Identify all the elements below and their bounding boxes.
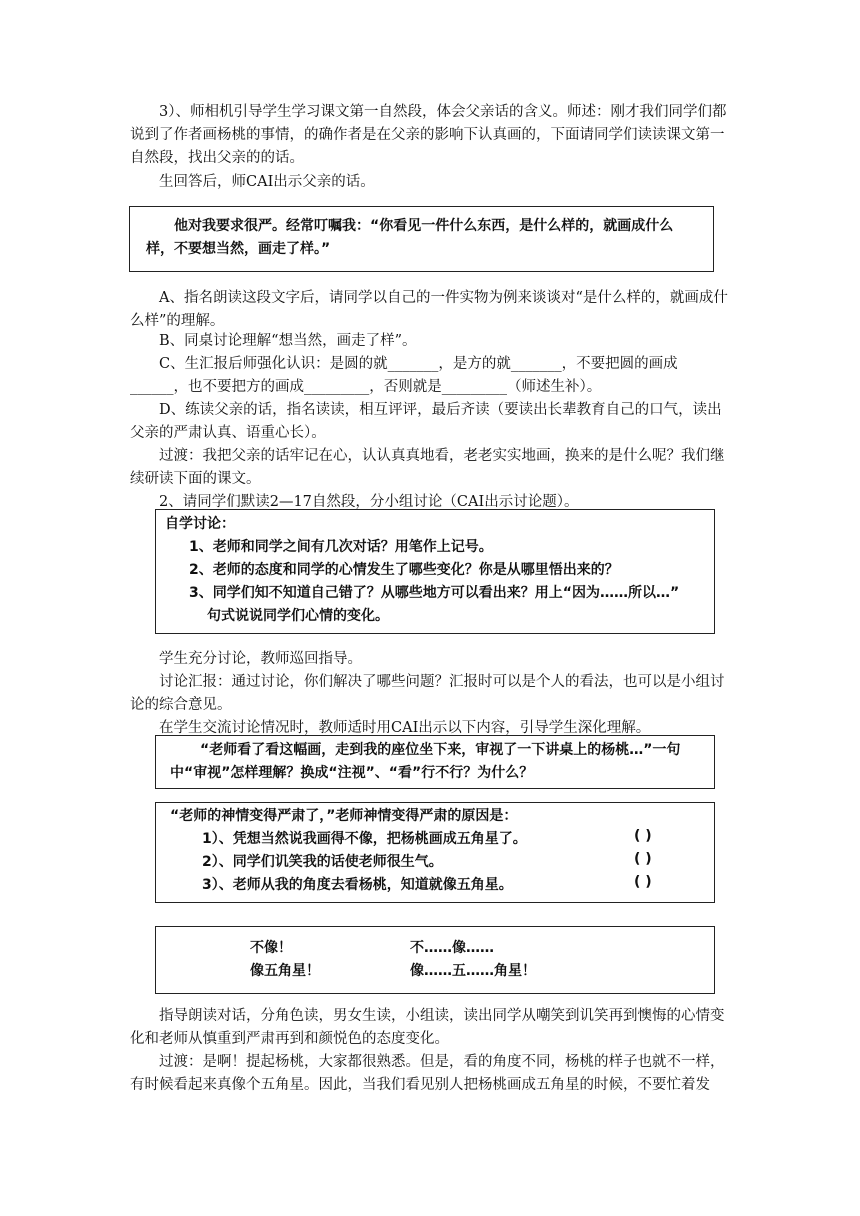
paragraph-report: 讨论汇报：通过讨论，你们解决了哪些问题？汇报时可以是个人的看法，也可以是小组讨论的综合意见。	[130, 674, 725, 713]
shenshi-question-text: “老师看了看这幅画，走到我的座位坐下来，审视了一下讲桌上的杨桃…”一句中“审视”怎样理解？换成“注视”、“看”行不行？为什么？	[170, 742, 681, 781]
reason-option-3: 3）、老师从我的角度去看杨桃，知道就像五角星。	[202, 877, 513, 893]
answer-blank-3[interactable]: ( )	[634, 874, 652, 890]
teacher-expression-box	[155, 802, 715, 903]
answer-blank-1[interactable]: ( )	[634, 828, 652, 844]
discussion-box	[155, 509, 715, 634]
shenshi-question-box	[155, 735, 715, 789]
contrast-r2c1: 像五角星！	[250, 963, 320, 979]
discussion-item-3: 3、同学们知不知道自己错了？从哪些地方可以看出来？用上“因为……所以…”	[189, 585, 680, 601]
paragraph-guided-reading: 指导朗读对话，分角色读，男女生读，小组读，读出同学从嘲笑到讥笑再到懊悔的心情变化和老师从慎重到严肃再到和颜悦色的态度变化。	[130, 1008, 725, 1047]
paragraph-c: C、生汇报后师强化认识：是圆的就_______，是方的就_______，不要把圆的画成______，也不要把方的画成_________，否则就是_________（师述生补）。	[130, 356, 678, 395]
contrast-r1c2: 不……像……	[410, 940, 494, 956]
paragraph-students-discuss: 学生充分讨论，教师巡回指导。	[159, 651, 362, 667]
paragraph-b: B、同桌讨论理解“想当然，画走了样”。	[159, 333, 417, 349]
paragraph-d: D、练读父亲的话，指名读读，相互评评，最后齐读（要读出长辈教育自己的口气，读出父亲的严肃认真、语重心长）。	[130, 402, 722, 441]
discussion-item-1: 1、老师和同学之间有几次对话？用笔作上记号。	[189, 539, 493, 555]
reading-contrast-box	[155, 926, 715, 994]
discussion-item-3-cont: 句式说说同学们心情的变化。	[207, 608, 389, 624]
discussion-item-2: 2、老师的态度和同学的心情发生了哪些变化？你是从哪里悟出来的？	[189, 562, 619, 578]
reason-option-1: 1）、凭想当然说我画得不像，把杨桃画成五角星了。	[202, 831, 527, 847]
paragraph-cai-deepen: 在学生交流讨论情况时，教师适时用CAI出示以下内容，引导学生深化理解。	[159, 720, 651, 736]
contrast-r1c1: 不像！	[250, 940, 292, 956]
paragraph-discussion: 2、请同学们默读2—17自然段，分小组讨论（CAI出示讨论题）。	[159, 494, 579, 510]
teacher-expression-title: “老师的神情变得严肃了，”老师神情变得严肃的原因是：	[170, 808, 518, 824]
paragraph-a: A、指名朗读这段文字后，请同学以自己的一件实物为例来谈谈对“是什么样的，就画成什么样”的理解。	[130, 290, 728, 329]
father-quote-box	[129, 206, 714, 272]
reason-option-2: 2）、同学们讥笑我的话使老师很生气。	[202, 854, 443, 870]
answer-blank-2[interactable]: ( )	[634, 851, 652, 867]
paragraph-cai: 生回答后，师CAI出示父亲的话。	[159, 174, 375, 190]
paragraph-transition-1: 过渡：我把父亲的话牢记在心，认认真真地看，老老实实地画，换来的是什么呢？我们继续研读下面的课文。	[130, 448, 725, 487]
contrast-r2c2: 像……五……角星！	[410, 963, 536, 979]
father-quote-text: 他对我要求很严。经常叮嘱我：“你看见一件什么东西，是什么样的，就画成什么样，不要想当然，画走了样。”	[146, 218, 674, 257]
discussion-title: 自学讨论：	[165, 516, 235, 532]
paragraph-transition-2: 过渡：是啊！提起杨桃，大家都很熟悉。但是，看的角度不同，杨桃的样子也就不一样，有时候看起来真像个五角星。因此，当我们看见别人把杨桃画成五角星的时候，不要忙着发	[130, 1054, 725, 1093]
paragraph-intro: 3）、师相机引导学生学习课文第一自然段，体会父亲话的含义。师述：刚才我们同学们都说到了作者画杨桃的事情，的确作者是在父亲的影响下认真画的，下面请同学们读读课文第一自然段，找出父亲的的话。	[130, 104, 727, 166]
